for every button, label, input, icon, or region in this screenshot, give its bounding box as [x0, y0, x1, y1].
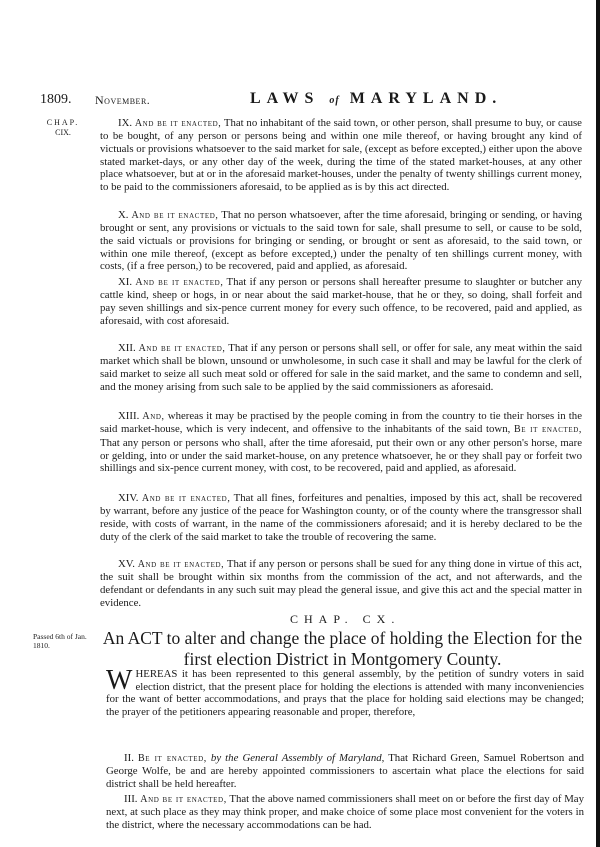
- chapter-heading: CHAP. CX.: [290, 612, 401, 626]
- preamble: [106, 665, 584, 718]
- text-segment: Be it enacted,: [137, 752, 207, 764]
- title-maryland: MARYLAND.: [349, 90, 503, 107]
- text-segment: That all fines, forfeitures and penalties, imposed by this act, shall be recovered by warrant, before any justice of the peace for Washington county, or of the county where the transgressor shall reside, with costs of warrant, in the name of the commissioners aforesaid; and it is hereby declared to be the duty of the clerk of the said market to take the trouble of recovering the same.: [100, 491, 582, 543]
- text-segment: And be it enacted,: [135, 276, 224, 288]
- text-segment: That any person or persons who shall, after the time aforesaid, put their own or any other person's horse, mare or gelding, into or under the said market-house, on any pretence whatsoever, he or they shall pay or forfeit two shillings and six-pence current money, with cost, to be recovered, paid and applied, as aforesaid.: [100, 436, 582, 475]
- passed-date-note: Passed 6th of Jan. 1810.: [33, 632, 87, 650]
- running-title: [250, 90, 502, 108]
- text-segment: XIII.: [118, 409, 140, 422]
- text-segment: XI.: [118, 275, 133, 288]
- margin-chap-label: CHAP.: [46, 118, 80, 127]
- section-ix: [100, 117, 582, 194]
- text-segment: IX.: [118, 116, 133, 129]
- header-year: 1809.: [40, 92, 72, 107]
- text-segment: That if any person or persons shall sell, or offer for sale, any meat within the said market which shall be blown, unsound or unwholesome, in such case it shall and may be lawful for the clerk of said market to seize all such meat sold or offered for sale in the said market, and the same to condemn and sell, and the money arising from such sale to be applied by the said commissioners as aforesaid.: [100, 341, 582, 393]
- text-segment: whereas it may be practised by the people coming in from the country to tie their horses in the said market-house, which is very indecent, and offensive to the inhabitants of the said town,: [100, 409, 582, 436]
- text-segment: XII.: [118, 341, 136, 354]
- section-iii: [106, 793, 584, 832]
- text-segment: That if any person or persons shall hereafter presume to slaughter or butcher any cattle kind, sheep or hogs, in or near about the said market-house, that he or they, so doing, shall forfeit and pay seven shillings and six-pence current money for every such offence, to be recovered, paid and applied, as aforesaid, with cost aforesaid.: [100, 275, 582, 327]
- act-title: An ACT to alter and change the place of holding the Election for the first election District in Montgomery County.: [102, 628, 583, 669]
- text-segment: And be it enacted,: [134, 117, 222, 129]
- text-segment: by the General Assembly of Maryland,: [206, 751, 385, 764]
- title-laws: LAWS: [250, 90, 320, 107]
- header-month: November.: [95, 93, 151, 107]
- text-segment: That Richard Green, Samuel Robertson and George Wolfe, be and are hereby appointed commissioners to ascertain what place the elections for said district shall be held hereafter.: [106, 751, 584, 790]
- text-segment: That no inhabitant of the said town, or other person, shall presume to buy, or cause to be bought, of any person or persons being and within one mile thereof, or having brought any kind of victuals or provisions whatsoever to the said market for sale, (except as before excepted,) either upon the above stated market-days, or any other day of the week, during the time of the stated market-houses, at any other place whatsoever, but at or in the aforesaid market-houses, under the penalty of twenty shillings current money, to be paid to the commissioners aforesaid, to be applied as is by this act directed.: [100, 116, 582, 193]
- margin-chapter: [38, 118, 88, 138]
- text-segment: X.: [118, 208, 129, 221]
- text-segment: Be it enacted,: [513, 424, 582, 436]
- section-xiv: [100, 492, 582, 543]
- text-segment: III.: [124, 792, 138, 805]
- margin-chap-number: CIX.: [55, 128, 71, 137]
- text-segment: And be it enacted,: [140, 793, 227, 805]
- text-segment: And be it enacted,: [138, 342, 226, 354]
- preamble-text: HEREAS it has been represented to this general assembly, by the petition of sundry voters in said election district, that the present place for holding the elections is attended with many inconveniencies for the want of better accommodations, and prays that the place for holding said elections may be changed; the prayer of the petitioners appearing reasonable and proper, therefore,: [106, 668, 584, 718]
- section-xi: [100, 276, 582, 327]
- section-xiii: [100, 410, 582, 475]
- text-segment: That the above named commissioners shall meet on or before the first day of May next, at such place as they may think proper, and make choice of some place most convenient for the voters in the district, where the necessary accommodations can be had.: [106, 792, 584, 831]
- text-segment: XIV.: [118, 491, 139, 504]
- drop-cap: W: [106, 665, 133, 696]
- text-segment: And be it enacted,: [137, 558, 225, 570]
- text-segment: That if any person or persons shall be sued for any thing done in virtue of this act, the suit shall be brought within six months from the commission of the act, and not afterwards, and the defendant or defendants in any such suit may plead the general issue, and give this act and the special matter in evidence.: [100, 557, 582, 609]
- text-segment: That no person whatsoever, after the time aforesaid, bringing or sending, or having brought or sent, any provisions or victuals to the said town for sale, shall presume to sell, or cause to be sold, the said victuals or provisions for bringing or sending, or brought or sent as aforesaid, to the said town, or within one mile thereof, (except as before excepted,) under the penalty of ten shillings current money, with costs, (if a free person,) to be recovered, paid and applied, as aforesaid.: [100, 208, 582, 273]
- section-xv: [100, 558, 582, 609]
- text-segment: And be it enacted,: [131, 209, 219, 221]
- title-of: of: [329, 95, 340, 106]
- scan-edge: [596, 0, 600, 847]
- section-ii: [106, 752, 584, 791]
- section-x: [100, 209, 582, 273]
- text-segment: And be it enacted,: [141, 492, 231, 504]
- page-header: [40, 90, 560, 110]
- section-xii: [100, 342, 582, 393]
- text-segment: And,: [142, 410, 165, 422]
- text-segment: XV.: [118, 557, 135, 570]
- text-segment: II.: [124, 751, 134, 764]
